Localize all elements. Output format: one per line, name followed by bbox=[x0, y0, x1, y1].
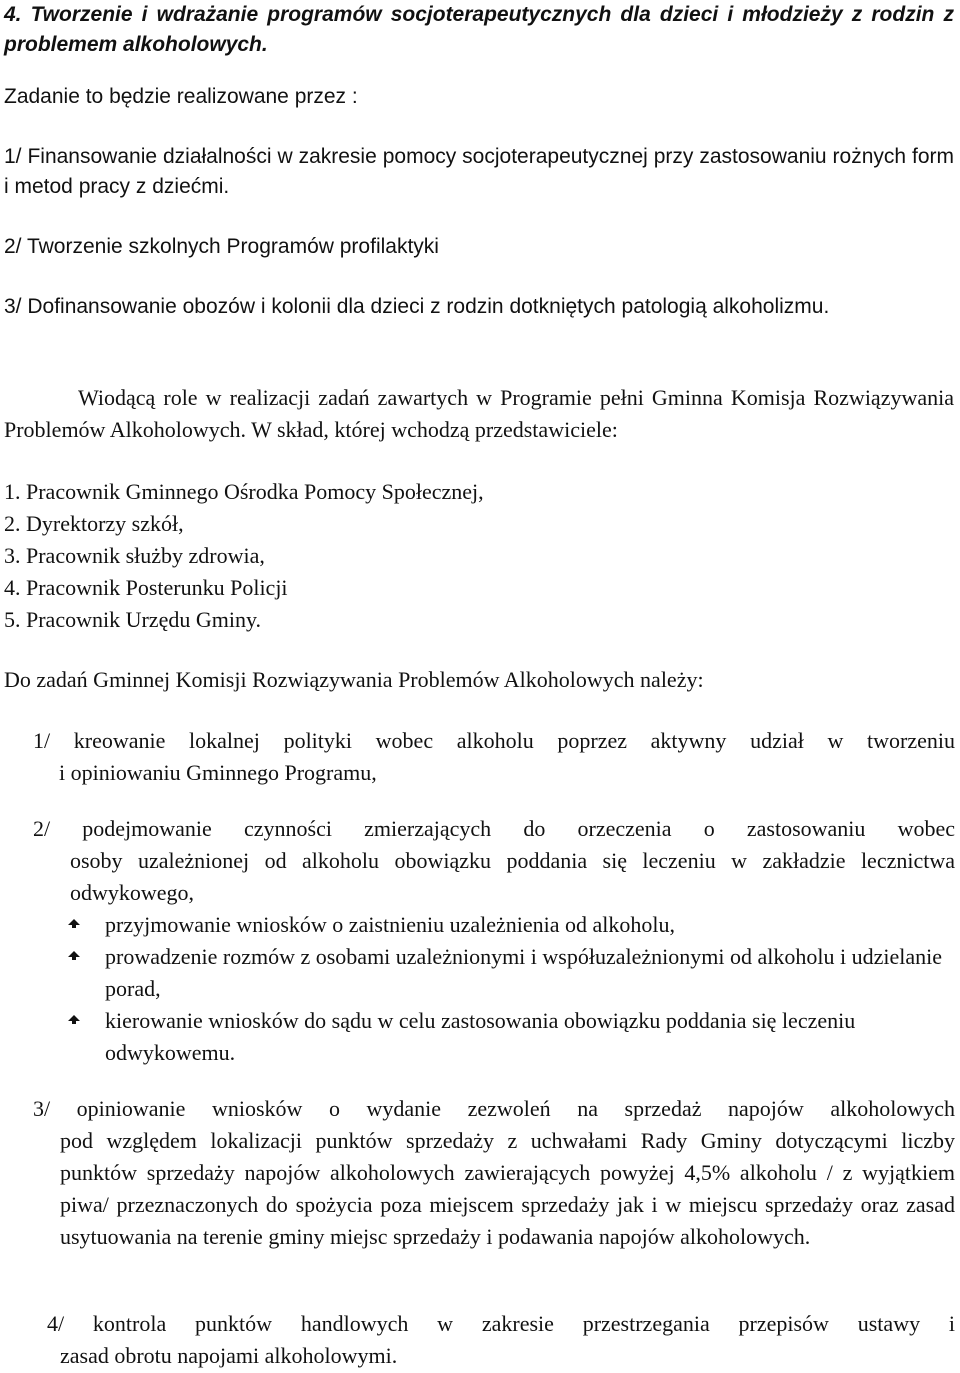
duty-4-line-2: zasad obrotu napojami alkoholowymi. bbox=[60, 1343, 398, 1368]
duty-1 bbox=[33, 725, 955, 789]
member-item: 2. Dyrektorzy szkół, bbox=[4, 511, 184, 536]
commission-paragraph: Wiodącą role w realizacji zadań zawartych w Programie pełni Gminna Komisja Rozwiązywania Problemów Alkoholowych. W skład, której wchodzą przedstawiciele: bbox=[4, 385, 954, 442]
duties-intro: Do zadań Gminnej Komisji Rozwiązywania Problemów Alkoholowych należy: bbox=[4, 667, 704, 692]
task-2: 2/ Tworzenie szkolnych Programów profilaktyki bbox=[4, 235, 439, 258]
member-item: 1. Pracownik Gminnego Ośrodka Pomocy Społecznej, bbox=[4, 479, 484, 504]
duty-4-line-1: 4/ kontrola punktów handlowych w zakresie przestrzegania przepisów ustawy i bbox=[47, 1311, 955, 1336]
section-heading: 4. Tworzenie i wdrażanie programów socjoterapeutycznych dla dzieci i młodzieży z rodzin z problemem alkoholowych. bbox=[4, 3, 954, 56]
task-1: 1/ Finansowanie działalności w zakresie pomocy socjoterapeutycznej przy zastosowaniu rożnych form i metod pracy z dziećmi. bbox=[4, 145, 954, 198]
duty-1-line-1: 1/ kreowanie lokalnej polityki wobec alkoholu poprzez aktywny udział w tworzeniu bbox=[33, 728, 955, 753]
arrow-up-bullet-icon bbox=[67, 1005, 81, 1037]
duty-2-bullet-list bbox=[67, 909, 955, 1069]
arrow-up-bullet-icon bbox=[67, 941, 81, 973]
arrow-up-bullet-icon bbox=[67, 909, 81, 941]
task-3: 3/ Dofinansowanie obozów i kolonii dla dzieci z rodzin dotkniętych patologią alkoholizmu. bbox=[4, 295, 830, 318]
bullet-item bbox=[67, 909, 955, 941]
duty-2 bbox=[33, 813, 955, 1069]
bullet-item bbox=[67, 941, 955, 1005]
bullet-item bbox=[67, 1005, 955, 1069]
duty-3-line-1: 3/ opiniowanie wniosków o wydanie zezwoleń na sprzedaż napojów alkoholowych bbox=[33, 1096, 955, 1121]
bullet-text: przyjmowanie wniosków o zaistnieniu uzależnienia od alkoholu, bbox=[105, 912, 676, 937]
commission-members-list bbox=[4, 476, 954, 636]
member-item: 4. Pracownik Posterunku Policji bbox=[4, 575, 288, 600]
bullet-text: prowadzenie rozmów z osobami uzależnionymi i współuzależnionymi od alkoholu i udzielanie porad, bbox=[105, 944, 942, 1001]
duty-1-line-2: i opiniowaniu Gminnego Programu, bbox=[59, 760, 377, 785]
bullet-text: kierowanie wniosków do sądu w celu zastosowania obowiązku poddania się leczeniu odwykowemu. bbox=[105, 1008, 856, 1065]
member-item: 3. Pracownik służby zdrowia, bbox=[4, 543, 265, 568]
duty-2-continuation: osoby uzależnionej od alkoholu obowiązku poddania się leczeniu w zakładzie lecznictwa odwykowego, bbox=[70, 848, 955, 905]
member-item: 5. Pracownik Urzędu Gminy. bbox=[4, 607, 262, 632]
duty-4 bbox=[47, 1308, 955, 1372]
duty-3-continuation: pod względem lokalizacji punktów sprzedaży z uchwałami Rady Gminy dotyczącymi liczby punktów sprzedaży napojów alkoholowych zawierających powyżej 4,5% alkoholu / z wyjątkiem piwa/ przeznaczonych do spożycia poza miejscem sprzedaży jak i w miejscu sprzedaży oraz zasad usytuowania na terenie gminy miejsc sprzedaży i podawania napojów alkoholowych. bbox=[60, 1128, 955, 1249]
intro-line: Zadanie to będzie realizowane przez : bbox=[4, 85, 358, 108]
duty-2-line-1: 2/ podejmowanie czynności zmierzających do orzeczenia o zastosowaniu wobec bbox=[33, 816, 955, 841]
duty-3 bbox=[33, 1093, 955, 1253]
